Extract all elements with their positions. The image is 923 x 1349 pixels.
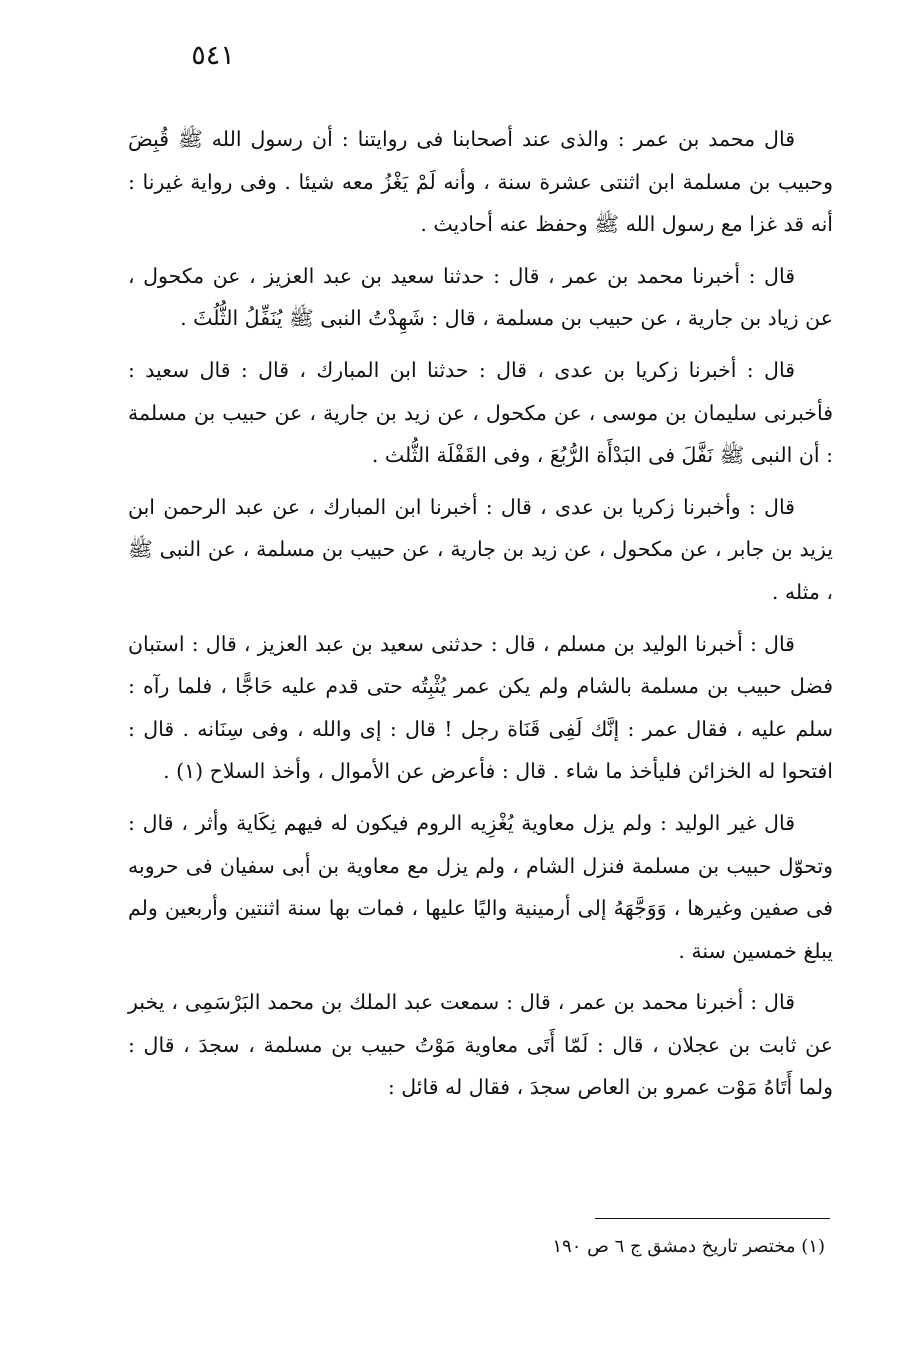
paragraph-6: قال غير الوليد : ولم يزل معاوية يُغْزِيه الروم فيكون له فيهم نِكَاية وأثر ، قال : وتحوّل حبيب بن مسلمة فنزل الشام ، ولم يزل مع معاوية بن أبى سفيان فى حروبه فى صفين وغيرها ، وَوَجَّهَهُ إلى أرمينية واليًا عليها ، فمات بها سنة اثنتين وأربعين ولم يبلغ خمسين سنة . [128, 810, 833, 963]
paragraph-5: قال : أخبرنا الوليد بن مسلم ، قال : حدثنى سعيد بن عبد العزيز ، قال : استبان فضل حبيب بن مسلمة بالشام ولم يكن عمر يُثْبِتُه حتى قدم عليه حَاجًّا ، فلما رآه : سلم عليه ، فقال عمر : إنَّك لَفِى قَنَاة رجل ! قال : إى والله ، وفى سِنَانه . قال : افتحوا له الخزائن فليأخذ ما شاء . قال : فأعرض عن الأموال ، وأخذ السلاح (١) . [128, 631, 833, 784]
paragraph-3: قال : أخبرنا زكريا بن عدى ، قال : حدثنا ابن المبارك ، قال : قال سعيد : فأخبرنى سليمان بن موسى ، عن مكحول ، عن زيد بن جارية ، عن حبيب بن مسلمة : أن النبى ﷺ نَفَّلَ فى البَدْأَة الرُّبُعَ ، وفى القَفْلَة الثُّلث . [128, 357, 833, 468]
paragraph-4: قال : وأخبرنا زكريا بن عدى ، قال : أخبرنا ابن المبارك ، عن عبد الرحمن ابن يزيد بن جابر ، عن مكحول ، عن زيد بن جارية ، عن حبيب بن مسلمة ، عن النبى ﷺ ، مثله . [128, 494, 833, 604]
main-text [128, 118, 833, 1118]
paragraph-2: قال : أخبرنا محمد بن عمر ، قال : حدثنا سعيد بن عبد العزيز ، عن مكحول ، عن زياد بن جارية ، عن حبيب بن مسلمة ، قال : شَهِدْتُ النبى ﷺ يُنَفِّلُ الثُّلُثَ . [128, 263, 833, 331]
footnote-divider [595, 1218, 830, 1219]
footnote: (١) مختصر تاريخ دمشق ج ٦ ص ١٩٠ [552, 1236, 825, 1257]
paragraph-7: قال : أخبرنا محمد بن عمر ، قال : سمعت عبد الملك بن محمد البَرْسَمِى ، يخبر عن ثابت بن عجلان ، قال : لَمّا أَتَى معاوية مَوْتُ حبيب بن مسلمة ، سجدَ ، قال : ولما أَتَاهُ مَوْت عمرو بن العاص سجدَ ، فقال له قائل : [128, 990, 833, 1100]
page-number: ٥٤١ [191, 40, 235, 71]
paragraph-1: قال محمد بن عمر : والذى عند أصحابنا فى روايتنا : أن رسول الله ﷺ قُبِضَ وحبيب بن مسلمة ابن اثنتى عشرة سنة ، وأنه لَمْ يَغْزُ معه شيئا . وفى رواية غيرنا : أنه قد غزا مع رسول الله ﷺ وحفظ عنه أحاديث . [128, 127, 833, 237]
